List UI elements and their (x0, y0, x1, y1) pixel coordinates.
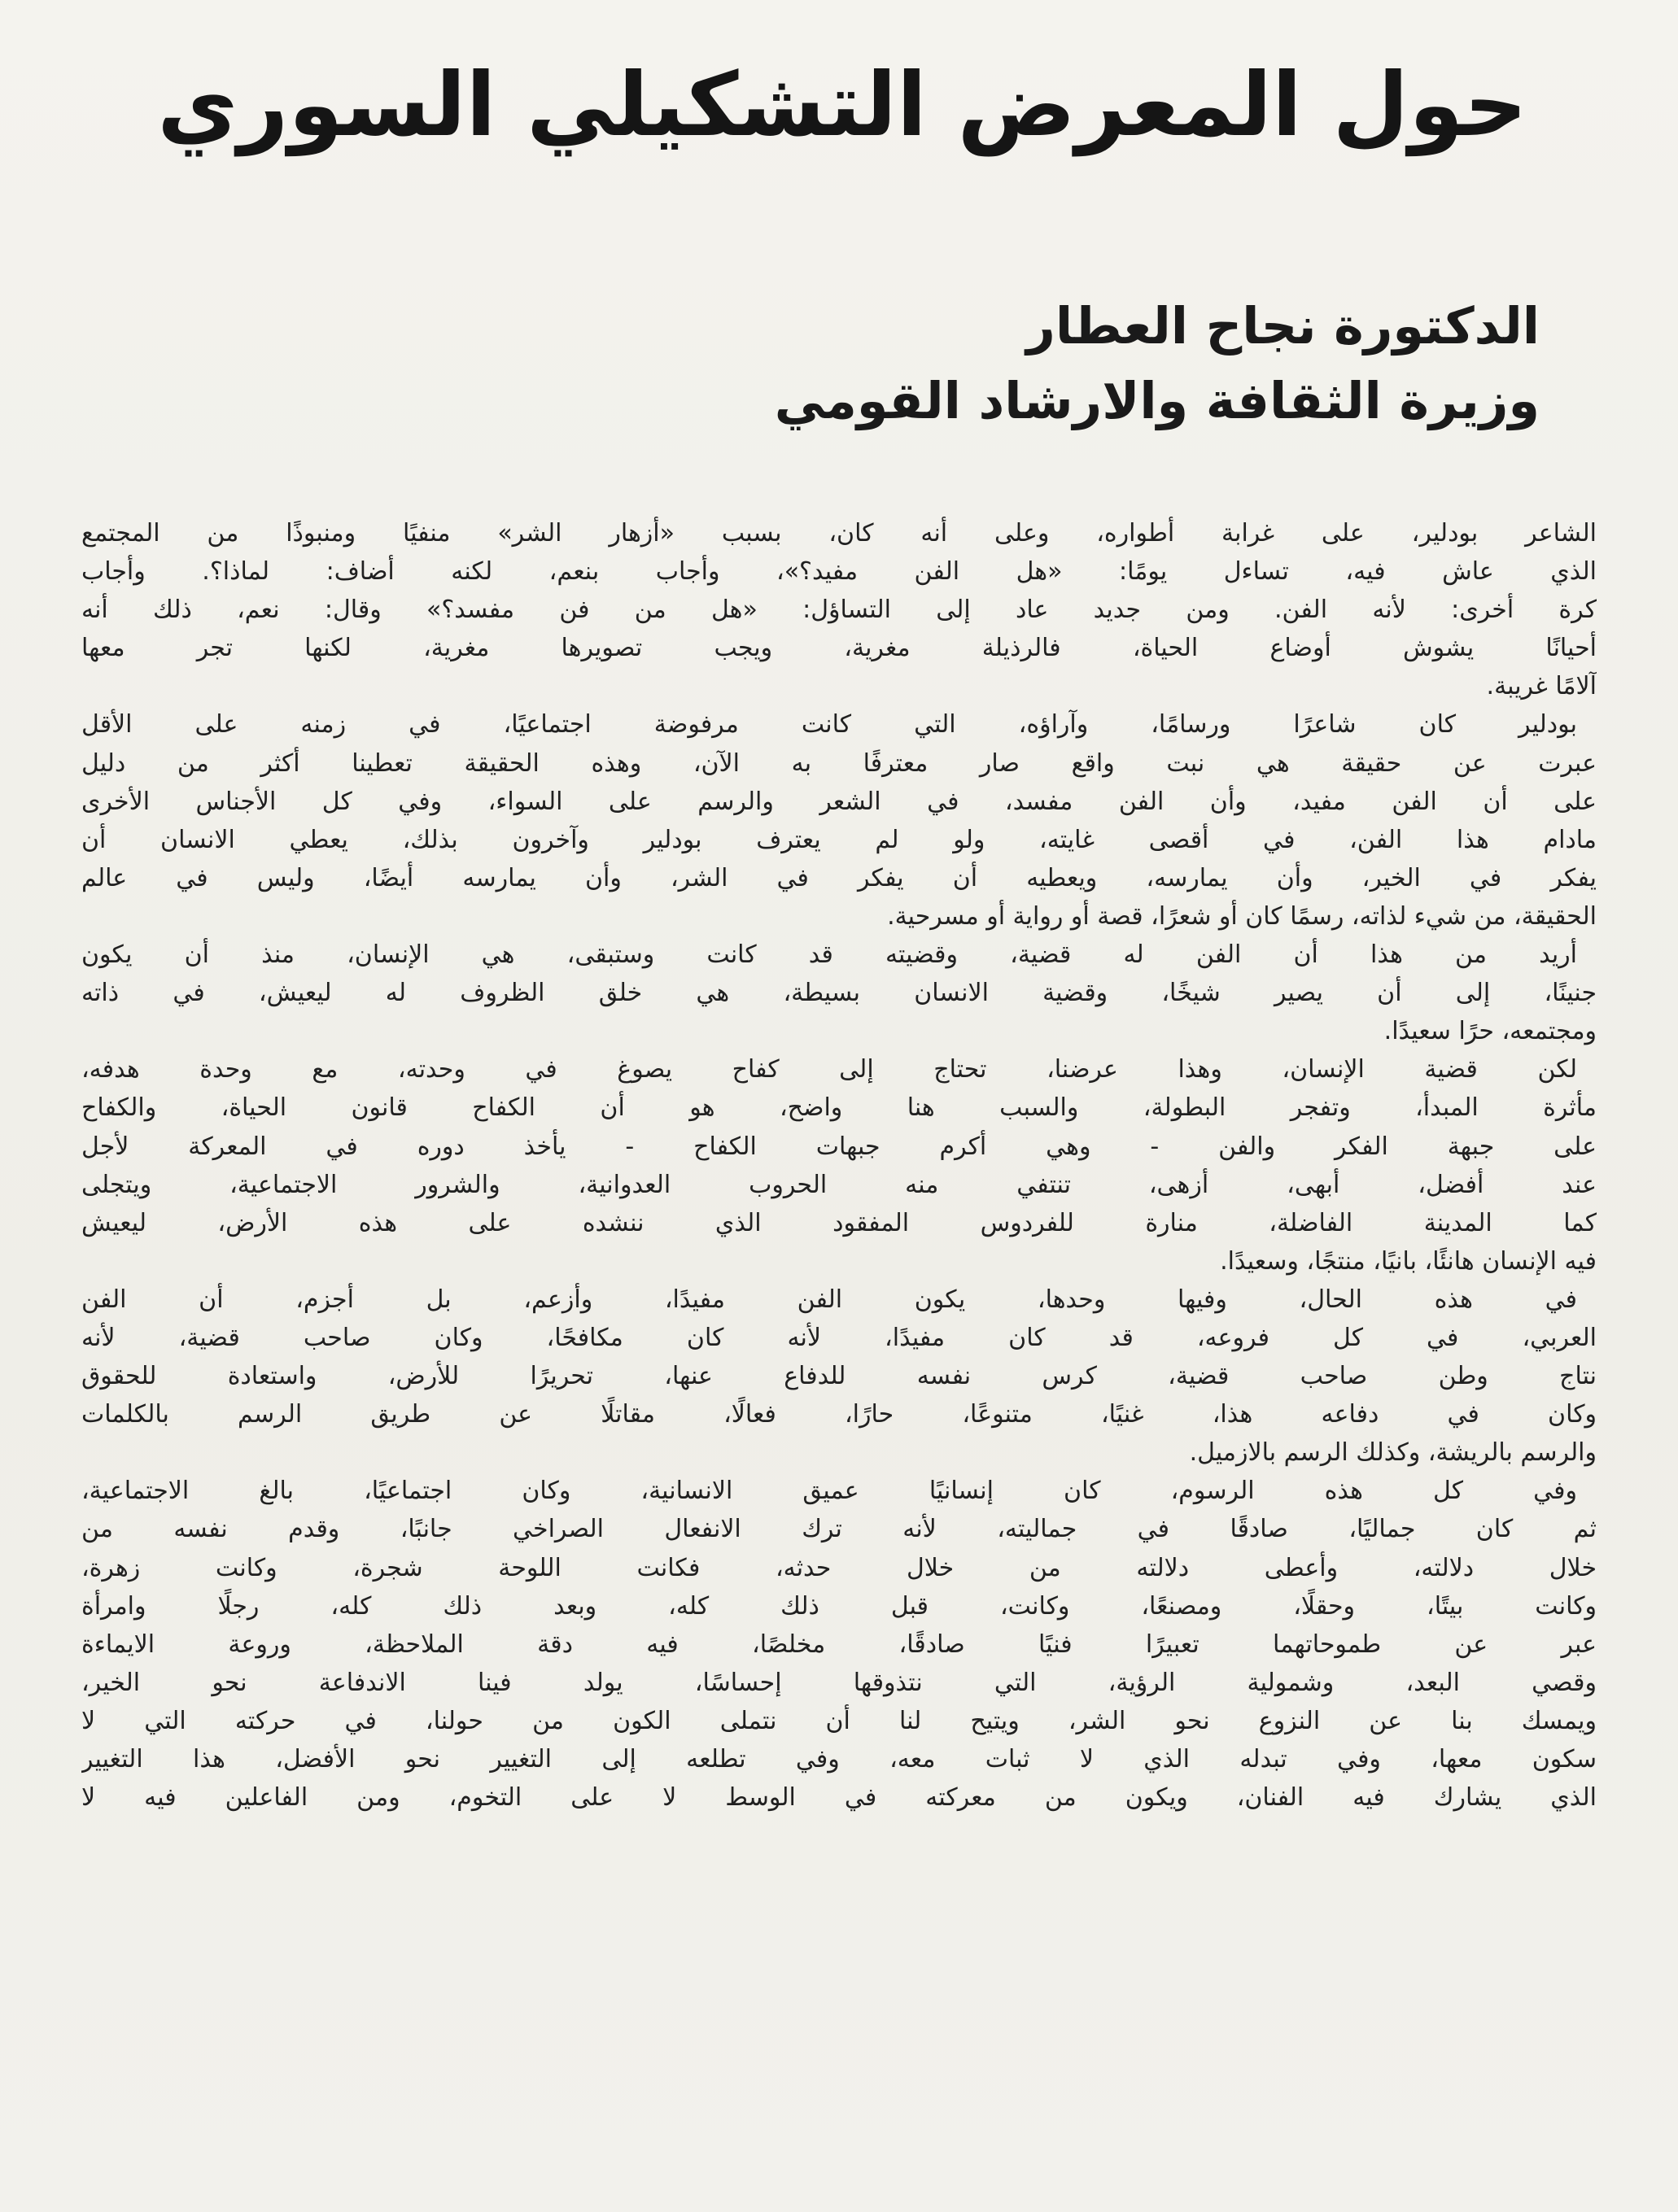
article-body (81, 514, 1597, 1817)
article-line: على أن الفن مفيد، وأن الفن مفسد، في الشعر والرسم على السواء، وفي كل الأجناس الأخرى (81, 787, 1597, 816)
author-byline (726, 289, 1540, 438)
author-name: الدكتورة نجاح العطار (1026, 296, 1540, 356)
article-line: ومجتمعه، حرًا سعيدًا. (1383, 1017, 1597, 1046)
article-line: نتاج وطن صاحب قضية، كرس نفسه للدفاع عنها، تحريرًا للأرض، واستعادة للحقوق (81, 1362, 1597, 1391)
article-line: أحيانًا يشوش أوضاع الحياة، فالرذيلة مغرية، ويجب تصويرها مغرية، لكنها تجر معها (81, 634, 1597, 663)
article-line: عند أفضل، أبهى، أزهى، تنتفي منه الحروب العدوانية، والشرور الاجتماعية، ويتجلى (81, 1170, 1597, 1199)
article-title: حول المعرض التشكيلي السوري (157, 55, 1527, 156)
author-position: وزيرة الثقافة والارشاد القومي (774, 371, 1540, 430)
article-line: الذي يشارك فيه الفنان، ويكون من معركته في الوسط لا على التخوم، ومن الفاعلين فيه لا (81, 1783, 1597, 1813)
article-line: عبر عن طموحاتهما تعبيرًا فنيًا صادقًا، مخلصًا، فيه دقة الملاحظة، وروعة الايماءة (81, 1630, 1597, 1659)
article-line: كرة أخرى: لأنه الفن. ومن جديد عاد إلى التساؤل: «هل من فن مفسد؟» وقال: نعم، ذلك أنه (81, 596, 1597, 625)
article-line: خلال دلالته، وأعطى دلالته من خلال حدثه، فكانت اللوحة شجرة، وكانت زهرة، (81, 1553, 1597, 1582)
article-line: لكن قضية الإنسان، وهذا عرضنا، تحتاج إلى كفاح يصوغ في وحدته، مع وحدة هدفه، (81, 1055, 1577, 1084)
article-line: وفي كل هذه الرسوم، كان إنسانيًا عميق الانسانية، وكان اجتماعيًا، بالغ الاجتماعية، (81, 1477, 1577, 1506)
article-line: في هذه الحال، وفيها وحدها، يكون الفن مفيدًا، وأزعم، بل أجزم، أن الفن (81, 1285, 1577, 1314)
article-line: الحقيقة، من شيء لذاته، رسمًا كان أو شعرًا، قصة أو رواية أو مسرحية. (887, 901, 1597, 931)
article-line: جنينًا، إلى أن يصير شيخًا، وقضية الانسان بسيطة، هي خلق الظروف له ليعيش، في ذاته (81, 979, 1597, 1008)
article-line: بودلير كان شاعرًا ورسامًا، وآراؤه، التي كانت مرفوضة اجتماعيًا، في زمنه على الأقل (81, 710, 1577, 740)
article-line: والرسم بالريشة، وكذلك الرسم بالازميل. (1189, 1438, 1597, 1468)
article-line: فيه الإنسان هانئًا، بانيًا، منتجًا، وسعيدًا. (1220, 1246, 1597, 1276)
article-line: ثم كان جماليًا، صادقًا في جماليته، لأنه ترك الانفعال الصراخي جانبًا، وقدم نفسه من (81, 1515, 1597, 1544)
article-line: العربي، في كل فروعه، قد كان مفيدًا، لأنه كان مكافحًا، وكان صاحب قضية، لأنه (81, 1323, 1597, 1352)
article-line: سكون معها، وفي تبدله الذي لا ثبات معه، وفي تطلعه إلى التغيير نحو الأفضل، هذا التغيير (81, 1745, 1597, 1774)
article-line: على جبهة الفكر والفن - وهي أكرم جبهات الكفاح - يأخذ دوره في المعركة لأجل (81, 1132, 1597, 1161)
article-line: مادام هذا الفن، في أقصى غايته، ولو لم يعترف بودلير وآخرون بذلك، يعطي الانسان أن (81, 825, 1597, 854)
article-line: وقصي البعد، وشمولية الرؤية، التي نتذوقها إحساسًا، يولد فينا الاندفاعة نحو الخير، (81, 1668, 1597, 1697)
article-line: عبرت عن حقيقة هي نبت واقع صار معترفًا به الآن، وهذه الحقيقة تعطينا أكثر من دليل (81, 748, 1597, 778)
article-line: كما المدينة الفاضلة، منارة للفردوس المفقود الذي ننشده على هذه الأرض، ليعيش (81, 1208, 1597, 1237)
article-line: وكان في دفاعه هذا، غنيًا، متنوعًا، حارًا، فعالًا، مقاتلًا عن طريق الرسم بالكلمات (81, 1400, 1597, 1429)
article-line: آلامًا غريبة. (1486, 672, 1597, 701)
article-line: أريد من هذا أن الفن له قضية، وقضيته قد كانت وستبقى، هي الإنسان، منذ أن يكون (81, 940, 1577, 970)
article-line: ويمسك بنا عن النزوع نحو الشر، ويتيح لنا أن نتملى الكون من حولنا، في حركته التي لا (81, 1706, 1597, 1735)
article-line: مأثرة المبدأ، وتفجر البطولة، والسبب هنا واضح، هو أن الكفاح قانون الحياة، والكفاح (81, 1093, 1597, 1123)
article-line: يفكر في الخير، وأن يمارسه، ويعطيه أن يفكر في الشر، وأن يمارسه أيضًا، وليس في عالم (81, 863, 1597, 892)
article-line: الذي عاش فيه، تساءل يومًا: «هل الفن مفيد؟»، وأجاب بنعم، لكنه أضاف: لماذا؟. وأجاب (81, 557, 1597, 587)
article-line: الشاعر بودلير، على غرابة أطواره، وعلى أنه كان، بسبب «أزهار الشر» منفيًا ومنبوذًا من المجتمع (81, 519, 1597, 548)
article-line: وكانت بيتًا، وحقلًا، ومصنعًا، وكانت، قبل ذلك كله، وبعد ذلك كله، رجلًا وامرأة (81, 1591, 1597, 1621)
